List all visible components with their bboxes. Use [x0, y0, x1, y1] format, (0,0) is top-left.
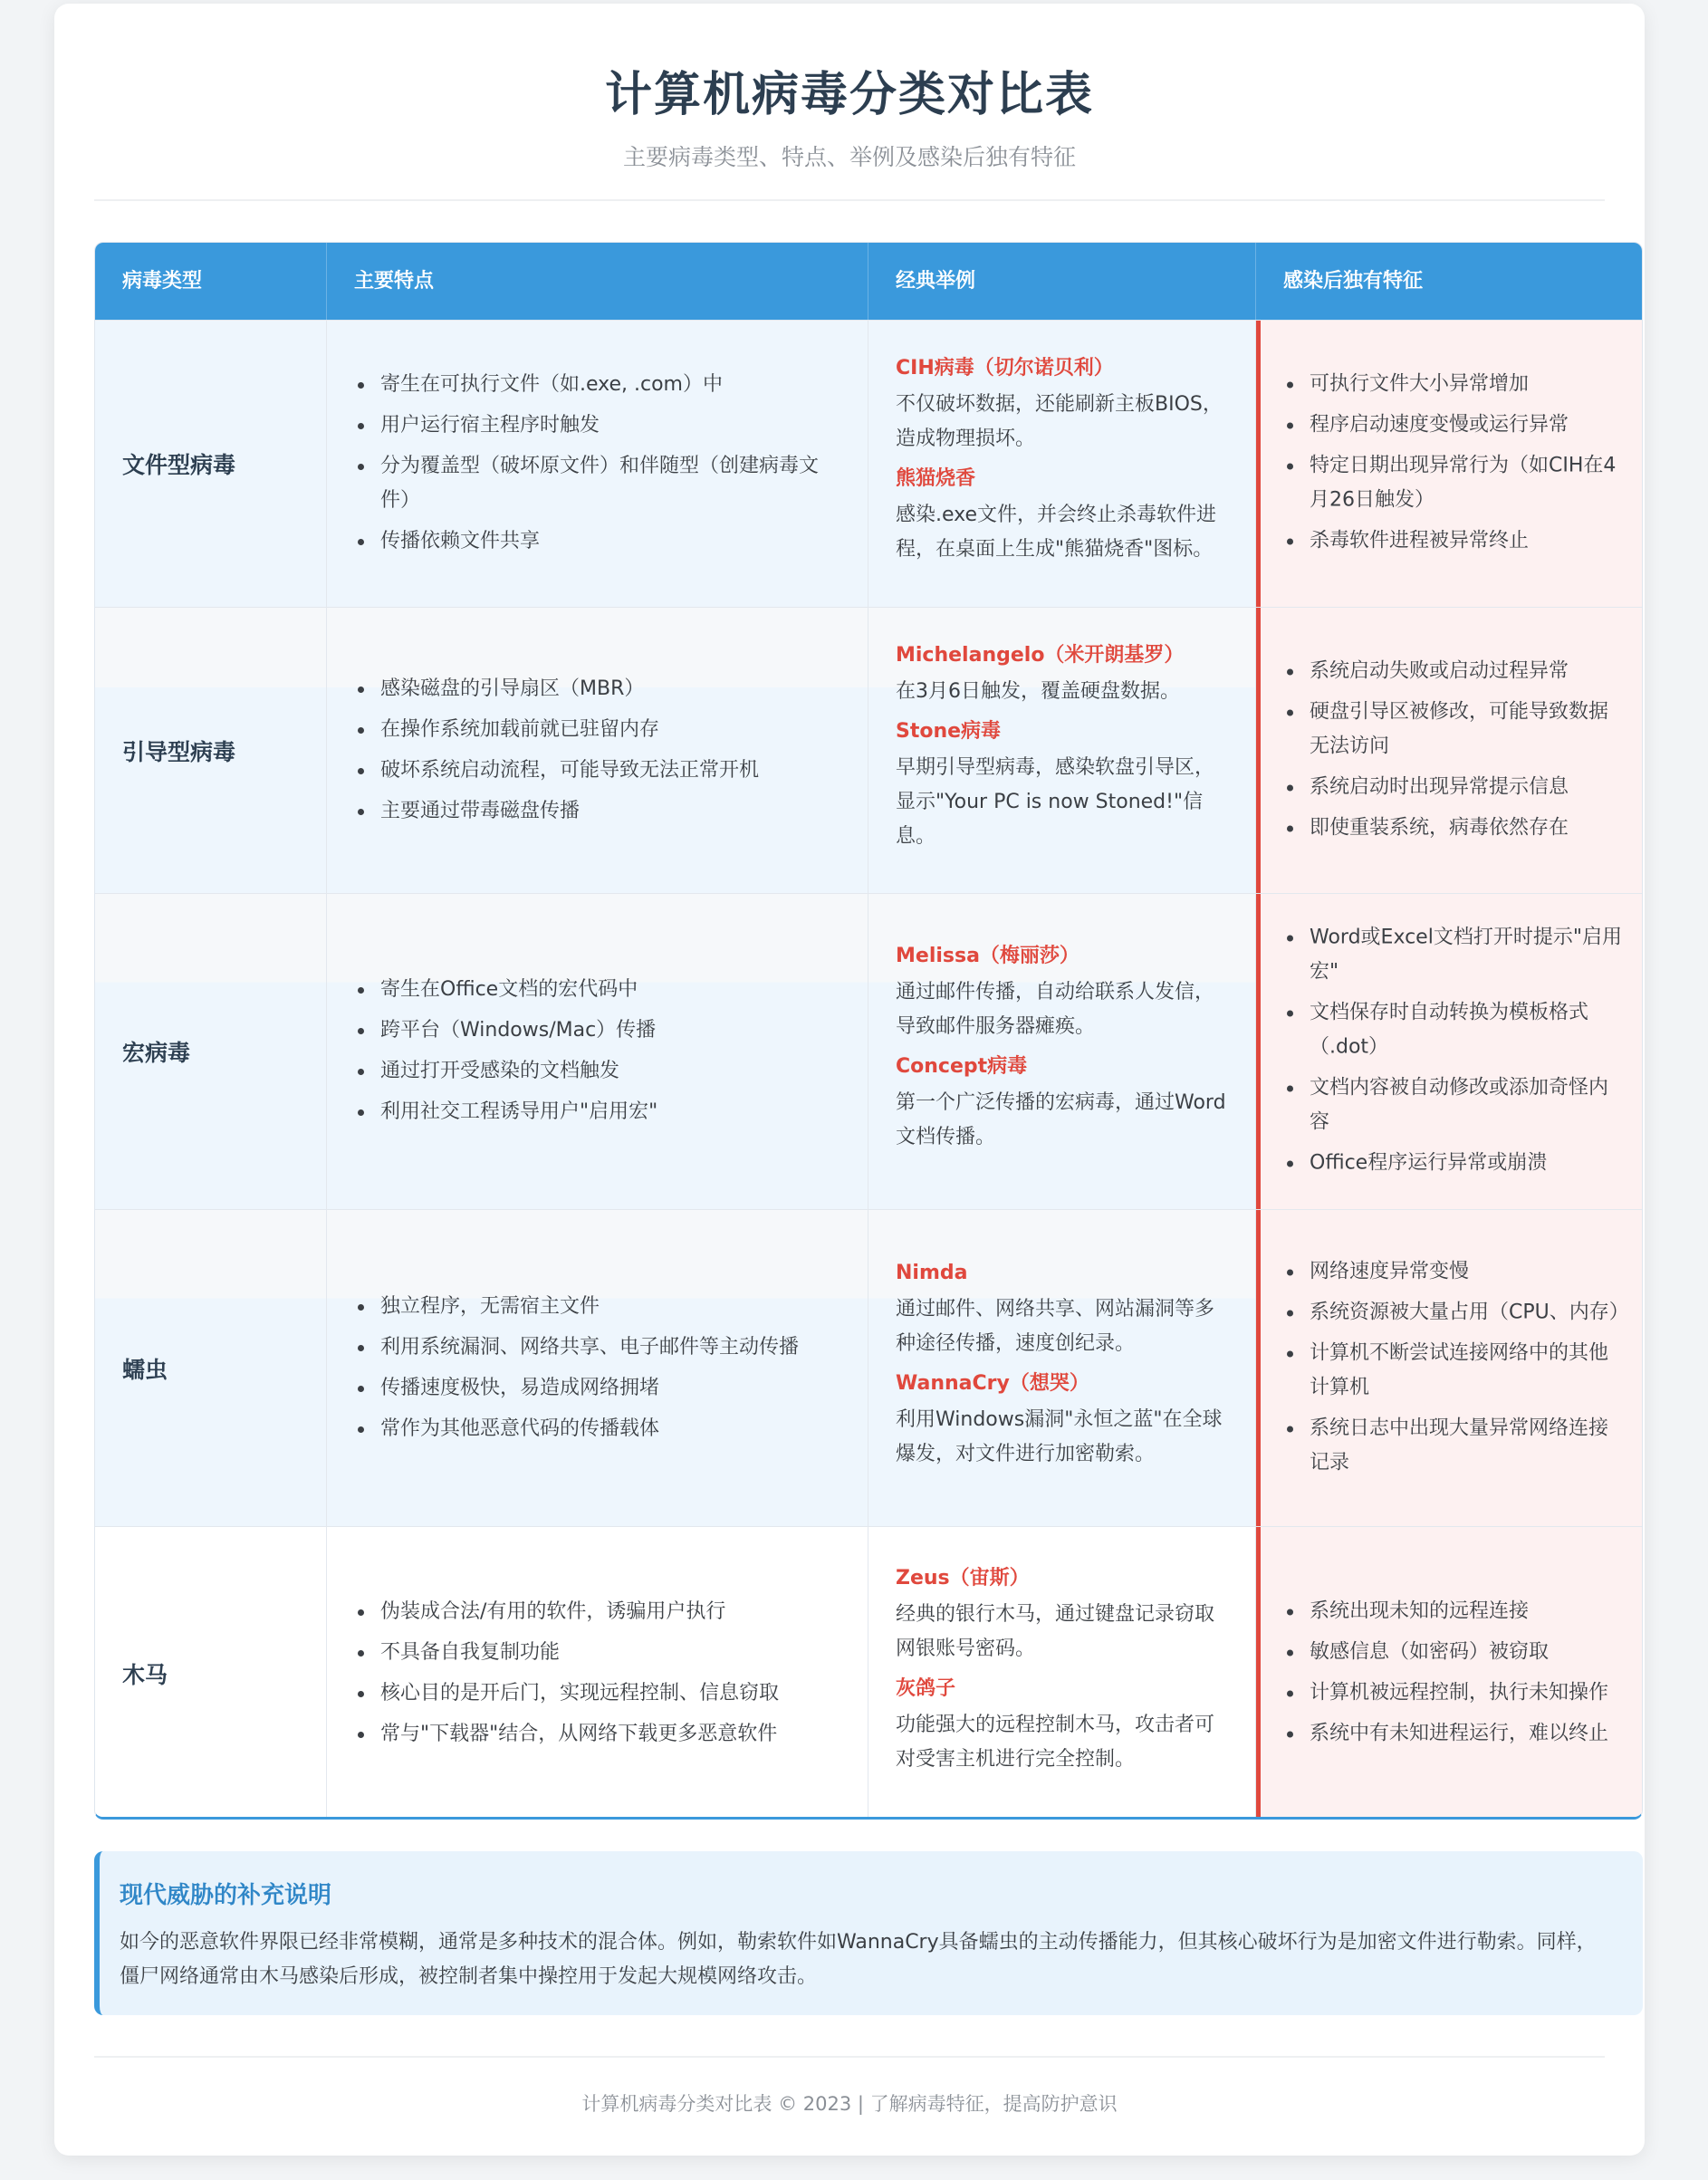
examples-cell	[868, 1527, 1256, 1820]
feature-item: 常作为其他恶意代码的传播载体	[354, 1412, 840, 1446]
infection-sign-item: 文档内容被自动修改或添加奇怪内容	[1283, 1071, 1626, 1140]
table-header	[95, 243, 1642, 320]
feature-item: 利用社交工程诱导用户"启用宏"	[354, 1095, 840, 1129]
virus-type-name: 引导型病毒	[122, 738, 236, 765]
infection-sign-item: Office程序运行异常或崩溃	[1283, 1147, 1626, 1181]
infection-signs-cell	[1256, 894, 1643, 1209]
type-cell	[95, 894, 327, 1209]
page-card	[54, 4, 1645, 2156]
infection-sign-item: 计算机不断尝试连接网络中的其他计算机	[1283, 1336, 1626, 1405]
infection-sign-item: 程序启动速度变慢或运行异常	[1283, 408, 1626, 443]
example-description: 第一个广泛传播的宏病毒，通过Word文档传播。	[896, 1091, 1226, 1148]
example-name: Melissa（梅丽莎）	[896, 945, 1079, 967]
infection-signs-cell	[1256, 1210, 1643, 1526]
feature-item: 不具备自我复制功能	[354, 1636, 840, 1670]
table-row	[95, 320, 1642, 607]
examples-cell	[868, 1210, 1256, 1526]
virus-type-name: 文件型病毒	[122, 452, 236, 478]
feature-item: 主要通过带毒磁盘传播	[354, 794, 840, 829]
example-name: Zeus（宙斯）	[896, 1567, 1030, 1589]
example-name: Concept病毒	[896, 1055, 1028, 1078]
header-examples: 经典举例	[868, 243, 1256, 320]
feature-item: 用户运行宿主程序时触发	[354, 408, 840, 443]
infection-sign-item: 敏感信息（如密码）被窃取	[1283, 1636, 1626, 1670]
feature-item: 破坏系统启动流程，可能导致无法正常开机	[354, 754, 840, 788]
page-subtitle: 主要病毒类型、特点、举例及感染后独有特征	[622, 144, 1076, 170]
virus-type-name: 蠕虫	[122, 1356, 168, 1383]
features-list	[327, 368, 868, 559]
example-description: 功能强大的远程控制木马，攻击者可对受害主机进行完全控制。	[896, 1714, 1215, 1771]
features-cell	[327, 1527, 868, 1820]
feature-item: 寄生在Office文档的宏代码中	[354, 973, 840, 1007]
type-cell	[95, 1210, 327, 1526]
infection-sign-item: 系统启动失败或启动过程异常	[1283, 654, 1626, 688]
feature-item: 利用系统漏洞、网络共享、电子邮件等主动传播	[354, 1330, 840, 1365]
example-name: Nimda	[896, 1261, 968, 1284]
infection-signs-cell	[1256, 608, 1643, 893]
feature-item: 寄生在可执行文件（如.exe, .com）中	[354, 368, 840, 402]
feature-item: 传播依赖文件共享	[354, 524, 840, 559]
feature-item: 分为覆盖型（破坏原文件）和伴随型（创建病毒文件）	[354, 449, 840, 518]
infection-sign-item: 系统资源被大量占用（CPU、内存）	[1283, 1295, 1626, 1330]
feature-item: 常与"下载器"结合，从网络下载更多恶意软件	[354, 1717, 840, 1752]
note-text: 如今的恶意软件界限已经非常模糊，通常是多种技术的混合体。例如，勒索软件如WannaCry具备蠕虫的主动传播能力，但其核心破坏行为是加密文件进行勒索。同样，僵尸网络通常由木马感染后形成，被控制者集中操控用于发起大规模网络攻击。	[120, 1931, 1597, 1988]
infection-sign-item: 硬盘引导区被修改，可能导致数据无法访问	[1283, 695, 1626, 763]
infection-sign-item: 即使重装系统，病毒依然存在	[1283, 811, 1626, 845]
page-header	[94, 4, 1605, 201]
infection-sign-item: 系统启动时出现异常提示信息	[1283, 770, 1626, 804]
type-cell	[95, 1527, 327, 1820]
example-description: 在3月6日触发，覆盖硬盘数据。	[896, 679, 1180, 703]
feature-item: 跨平台（Windows/Mac）传播	[354, 1013, 840, 1048]
virus-comparison-table	[94, 242, 1643, 1820]
infection-sign-item: 文档保存时自动转换为模板格式（.dot）	[1283, 996, 1626, 1065]
header-features: 主要特点	[327, 243, 868, 320]
infection-sign-item: 可执行文件大小异常增加	[1283, 368, 1626, 402]
type-cell	[95, 321, 327, 607]
features-cell	[327, 321, 868, 607]
features-cell	[327, 1210, 868, 1526]
virus-type-name: 宏病毒	[122, 1040, 191, 1066]
header-type: 病毒类型	[95, 243, 327, 320]
infection-signs-list	[1261, 921, 1643, 1181]
example-name: CIH病毒（切尔诺贝利）	[896, 357, 1114, 379]
feature-item: 传播速度极快，易造成网络拥堵	[354, 1371, 840, 1406]
footer-text: 计算机病毒分类对比表 © 2023 | 了解病毒特征，提高防护意识	[581, 2093, 1118, 2115]
table-row	[95, 1209, 1642, 1526]
infection-signs-list	[1261, 1254, 1643, 1480]
feature-item: 独立程序，无需宿主文件	[354, 1290, 840, 1324]
features-list	[327, 1595, 868, 1752]
infection-signs-cell	[1256, 321, 1643, 607]
examples-cell	[868, 894, 1256, 1209]
table-row	[95, 607, 1642, 893]
example-description: 感染.exe文件，并会终止杀毒软件进程，在桌面上生成"熊猫烧香"图标。	[896, 504, 1217, 561]
example-description: 利用Windows漏洞"永恒之蓝"在全球爆发，对文件进行加密勒索。	[896, 1407, 1223, 1465]
supplementary-note	[94, 1851, 1643, 2015]
example-name: 熊猫烧香	[896, 467, 976, 490]
examples-cell	[868, 321, 1256, 607]
note-title: 现代威胁的补充说明	[120, 1882, 332, 1909]
infection-sign-item: Word或Excel文档打开时提示"启用宏"	[1283, 921, 1626, 990]
infection-sign-item: 杀毒软件进程被异常终止	[1283, 524, 1626, 559]
example-name: WannaCry（想哭）	[896, 1371, 1089, 1395]
infection-sign-item: 系统日志中出现大量异常网络连接记录	[1283, 1411, 1626, 1480]
page-title: 计算机病毒分类对比表	[604, 68, 1094, 122]
table-row	[95, 1526, 1642, 1820]
example-description: 通过邮件传播，自动给联系人发信，导致邮件服务器瘫痪。	[896, 981, 1215, 1038]
infection-sign-item: 系统中有未知进程运行，难以终止	[1283, 1717, 1626, 1752]
infection-sign-item: 网络速度异常变慢	[1283, 1254, 1626, 1289]
features-list	[327, 973, 868, 1129]
feature-item: 伪装成合法/有用的软件，诱骗用户执行	[354, 1595, 840, 1629]
feature-item: 感染磁盘的引导扇区（MBR）	[354, 672, 840, 706]
virus-type-name: 木马	[122, 1662, 168, 1688]
example-description: 不仅破坏数据，还能刷新主板BIOS，造成物理损坏。	[896, 393, 1223, 450]
example-name: Stone病毒	[896, 719, 1002, 743]
infection-signs-list	[1261, 368, 1643, 559]
infection-sign-item: 系统出现未知的远程连接	[1283, 1595, 1626, 1629]
features-cell	[327, 894, 868, 1209]
example-name: Michelangelo（米开朗基罗）	[896, 643, 1185, 667]
example-name: 灰鸽子	[896, 1677, 956, 1700]
example-description: 通过邮件、网络共享、网站漏洞等多种途径传播，速度创纪录。	[896, 1297, 1215, 1355]
example-description: 经典的银行木马，通过键盘记录窃取网银账号密码。	[896, 1603, 1215, 1660]
infection-sign-item: 特定日期出现异常行为（如CIH在4月26日触发）	[1283, 449, 1626, 518]
example-description: 早期引导型病毒，感染软盘引导区，显示"Your PC is now Stoned!"信息。	[896, 755, 1215, 848]
features-cell	[327, 608, 868, 893]
infection-signs-list	[1261, 654, 1643, 845]
feature-item: 通过打开受感染的文档触发	[354, 1054, 840, 1089]
examples-cell	[868, 608, 1256, 893]
type-cell	[95, 608, 327, 893]
feature-item: 在操作系统加载前就已驻留内存	[354, 713, 840, 747]
infection-sign-item: 计算机被远程控制，执行未知操作	[1283, 1676, 1626, 1711]
infection-signs-list	[1261, 1595, 1643, 1752]
features-list	[327, 1290, 868, 1446]
table-row	[95, 893, 1642, 1209]
header-signs: 感染后独有特征	[1283, 270, 1424, 293]
footer-divider	[94, 2056, 1605, 2058]
feature-item: 核心目的是开后门，实现远程控制、信息窃取	[354, 1676, 840, 1711]
features-list	[327, 672, 868, 829]
infection-signs-cell	[1256, 1527, 1643, 1820]
